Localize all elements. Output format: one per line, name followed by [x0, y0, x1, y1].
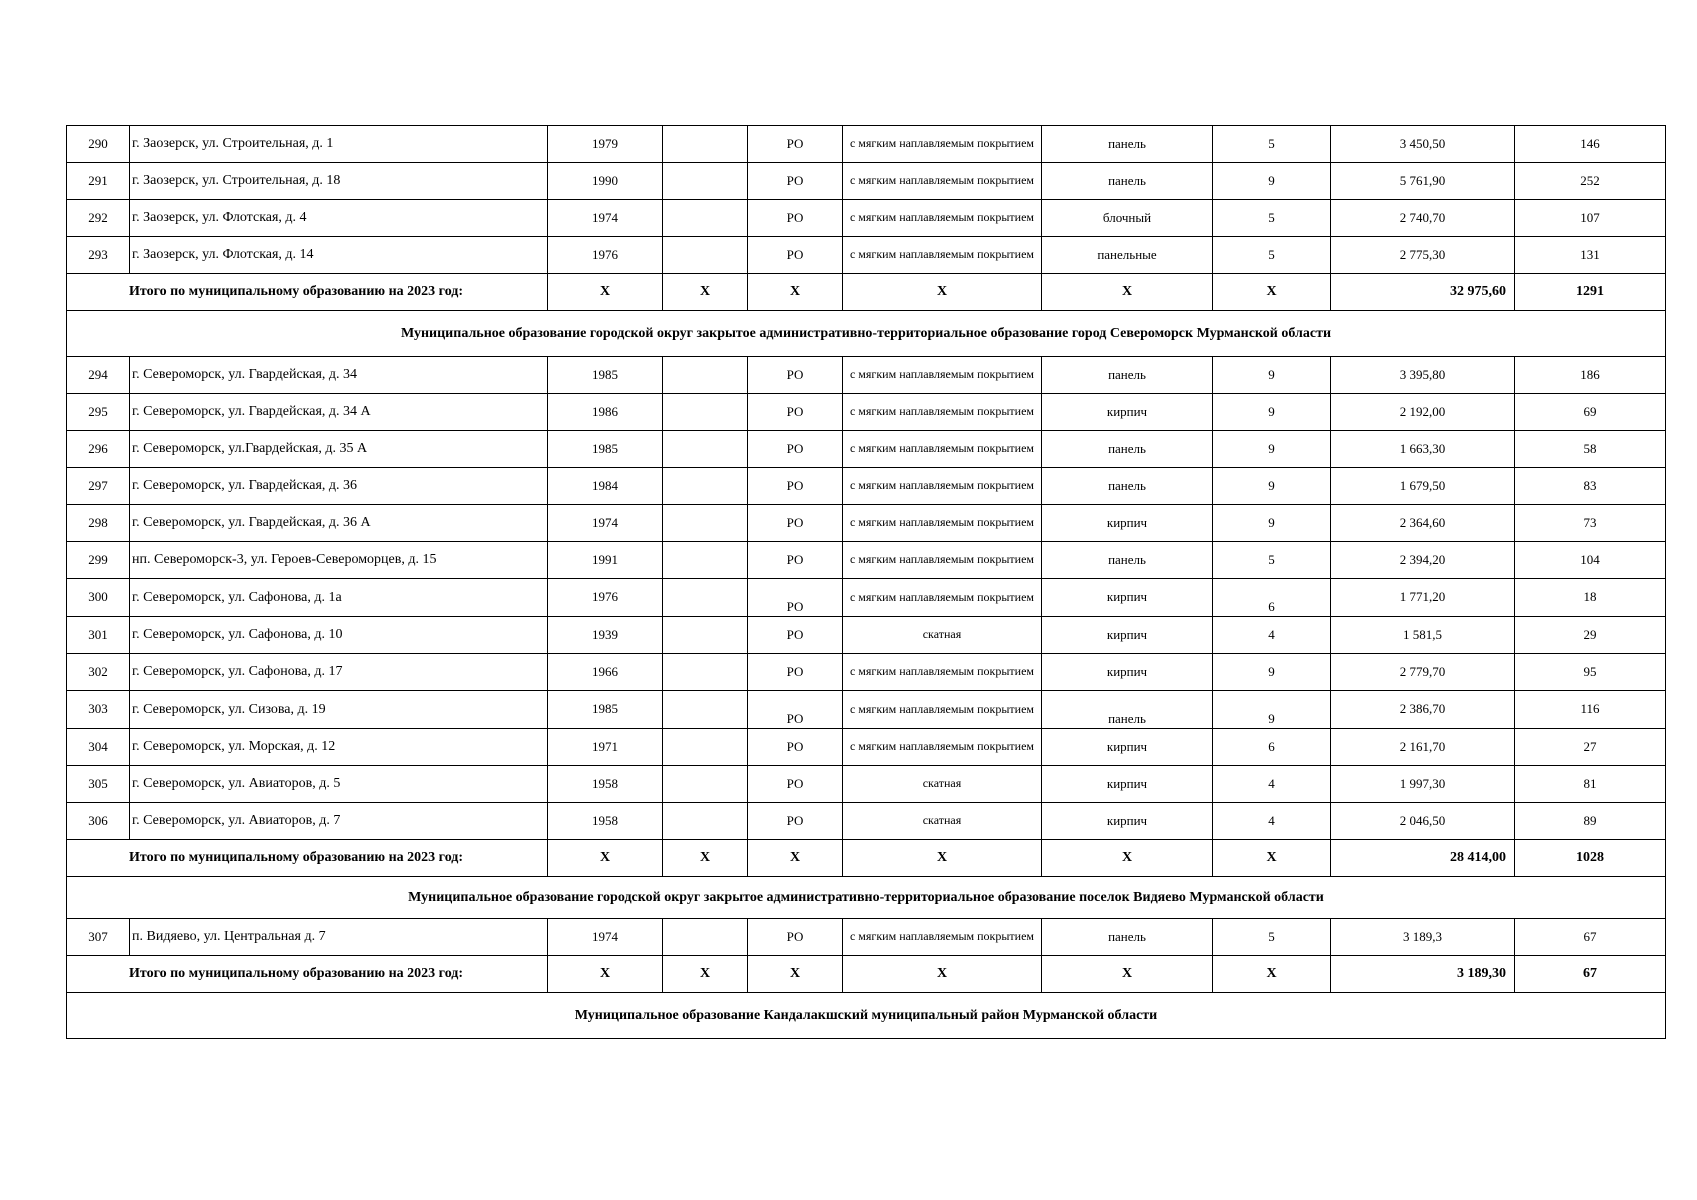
empty-cell: [663, 579, 748, 617]
address-cell: г. Североморск, ул. Гвардейская, д. 36: [130, 468, 548, 505]
residents-cell: 27: [1515, 729, 1666, 766]
total-label: Итого по муниципальному образованию на 2023 год:: [67, 956, 548, 993]
address-cell: г. Заозерск, ул. Строительная, д. 1: [130, 126, 548, 163]
method-cell: РО: [748, 163, 843, 200]
row-number: 296: [67, 431, 130, 468]
table-row: [67, 431, 1666, 468]
residents-cell: 18: [1515, 579, 1666, 617]
floors-cell: 5: [1213, 919, 1331, 956]
floors-cell: 9: [1213, 691, 1331, 729]
table-row: [67, 803, 1666, 840]
wall-material-cell: кирпич: [1042, 505, 1213, 542]
floors-cell: 9: [1213, 357, 1331, 394]
year-cell: 1984: [548, 468, 663, 505]
table-row: [67, 654, 1666, 691]
area-cell: 2 046,50: [1331, 803, 1515, 840]
area-cell: 2 394,20: [1331, 542, 1515, 579]
wall-material-cell: кирпич: [1042, 803, 1213, 840]
area-cell: 5 761,90: [1331, 163, 1515, 200]
roof-type-cell: с мягким наплавляемым покрытием: [843, 431, 1042, 468]
area-cell: 2 192,00: [1331, 394, 1515, 431]
row-number: 294: [67, 357, 130, 394]
year-cell: 1986: [548, 394, 663, 431]
method-cell: РО: [748, 126, 843, 163]
wall-material-cell: панель: [1042, 357, 1213, 394]
total-x-mark: X: [843, 956, 1042, 993]
row-number: 295: [67, 394, 130, 431]
empty-cell: [663, 803, 748, 840]
floors-cell: 6: [1213, 729, 1331, 766]
area-cell: 2 386,70: [1331, 691, 1515, 729]
residents-cell: 58: [1515, 431, 1666, 468]
year-cell: 1985: [548, 357, 663, 394]
row-number: 298: [67, 505, 130, 542]
section-header-row: [67, 993, 1666, 1039]
wall-material-cell: кирпич: [1042, 729, 1213, 766]
table-row: [67, 126, 1666, 163]
empty-cell: [663, 729, 748, 766]
method-cell: РО: [748, 579, 843, 617]
row-number: 304: [67, 729, 130, 766]
method-cell: РО: [748, 237, 843, 274]
residents-cell: 95: [1515, 654, 1666, 691]
residents-cell: 69: [1515, 394, 1666, 431]
floors-cell: 5: [1213, 200, 1331, 237]
empty-cell: [663, 394, 748, 431]
empty-cell: [663, 357, 748, 394]
empty-cell: [663, 617, 748, 654]
roof-type-cell: с мягким наплавляемым покрытием: [843, 468, 1042, 505]
total-residents: 67: [1515, 956, 1666, 993]
total-x-mark: X: [548, 956, 663, 993]
empty-cell: [663, 654, 748, 691]
empty-cell: [663, 237, 748, 274]
residents-cell: 104: [1515, 542, 1666, 579]
floors-cell: 9: [1213, 654, 1331, 691]
address-cell: п. Видяево, ул. Центральная д. 7: [130, 919, 548, 956]
total-x-mark: X: [748, 840, 843, 877]
table-row: [67, 729, 1666, 766]
wall-material-cell: панель: [1042, 919, 1213, 956]
total-x-mark: X: [548, 840, 663, 877]
residents-cell: 67: [1515, 919, 1666, 956]
method-cell: РО: [748, 542, 843, 579]
total-x-mark: X: [1042, 274, 1213, 311]
row-number: 301: [67, 617, 130, 654]
row-number: 305: [67, 766, 130, 803]
roof-type-cell: с мягким наплавляемым покрытием: [843, 729, 1042, 766]
method-cell: РО: [748, 691, 843, 729]
area-cell: 2 775,30: [1331, 237, 1515, 274]
method-cell: РО: [748, 766, 843, 803]
floors-cell: 4: [1213, 766, 1331, 803]
row-number: 299: [67, 542, 130, 579]
year-cell: 1974: [548, 200, 663, 237]
table-row: [67, 394, 1666, 431]
row-number: 297: [67, 468, 130, 505]
table-row: [67, 617, 1666, 654]
area-cell: 1 997,30: [1331, 766, 1515, 803]
wall-material-cell: панель: [1042, 126, 1213, 163]
table-row: [67, 200, 1666, 237]
residents-cell: 252: [1515, 163, 1666, 200]
section-header-row: [67, 877, 1666, 919]
wall-material-cell: панель: [1042, 163, 1213, 200]
row-number: 307: [67, 919, 130, 956]
address-cell: г. Заозерск, ул. Флотская, д. 4: [130, 200, 548, 237]
wall-material-cell: панель: [1042, 468, 1213, 505]
roof-type-cell: с мягким наплавляемым покрытием: [843, 357, 1042, 394]
total-area: 32 975,60: [1331, 274, 1515, 311]
address-cell: нп. Североморск-3, ул. Героев-Североморцев, д. 15: [130, 542, 548, 579]
address-cell: г. Заозерск, ул. Строительная, д. 18: [130, 163, 548, 200]
address-cell: г. Североморск, ул. Сафонова, д. 10: [130, 617, 548, 654]
floors-cell: 9: [1213, 163, 1331, 200]
year-cell: 1966: [548, 654, 663, 691]
wall-material-cell: кирпич: [1042, 654, 1213, 691]
roof-type-cell: с мягким наплавляемым покрытием: [843, 542, 1042, 579]
wall-material-cell: панель: [1042, 691, 1213, 729]
total-x-mark: X: [663, 956, 748, 993]
empty-cell: [663, 431, 748, 468]
table-row: [67, 237, 1666, 274]
roof-type-cell: с мягким наплавляемым покрытием: [843, 237, 1042, 274]
floors-cell: 5: [1213, 542, 1331, 579]
year-cell: 1974: [548, 919, 663, 956]
method-cell: РО: [748, 919, 843, 956]
address-cell: г. Североморск, ул. Авиаторов, д. 5: [130, 766, 548, 803]
roof-type-cell: с мягким наплавляемым покрытием: [843, 200, 1042, 237]
total-x-mark: X: [1213, 956, 1331, 993]
method-cell: РО: [748, 357, 843, 394]
table-row: [67, 919, 1666, 956]
year-cell: 1939: [548, 617, 663, 654]
address-cell: г. Североморск, ул. Гвардейская, д. 36 А: [130, 505, 548, 542]
floors-cell: 6: [1213, 579, 1331, 617]
total-label: Итого по муниципальному образованию на 2023 год:: [67, 274, 548, 311]
address-cell: г. Североморск, ул.Гвардейская, д. 35 А: [130, 431, 548, 468]
wall-material-cell: кирпич: [1042, 617, 1213, 654]
roof-type-cell: скатная: [843, 803, 1042, 840]
wall-material-cell: панель: [1042, 542, 1213, 579]
total-x-mark: X: [663, 274, 748, 311]
year-cell: 1990: [548, 163, 663, 200]
total-x-mark: X: [1213, 274, 1331, 311]
table-row: [67, 468, 1666, 505]
wall-material-cell: кирпич: [1042, 766, 1213, 803]
residents-cell: 73: [1515, 505, 1666, 542]
year-cell: 1958: [548, 766, 663, 803]
address-cell: г. Североморск, ул. Авиаторов, д. 7: [130, 803, 548, 840]
year-cell: 1985: [548, 691, 663, 729]
area-cell: 3 395,80: [1331, 357, 1515, 394]
roof-type-cell: с мягким наплавляемым покрытием: [843, 654, 1042, 691]
total-x-mark: X: [548, 274, 663, 311]
total-x-mark: X: [1042, 840, 1213, 877]
area-cell: 1 771,20: [1331, 579, 1515, 617]
total-x-mark: X: [1213, 840, 1331, 877]
floors-cell: 5: [1213, 237, 1331, 274]
row-number: 300: [67, 579, 130, 617]
table-row: [67, 357, 1666, 394]
row-number: 303: [67, 691, 130, 729]
address-cell: г. Североморск, ул. Гвардейская, д. 34: [130, 357, 548, 394]
empty-cell: [663, 126, 748, 163]
floors-cell: 9: [1213, 431, 1331, 468]
row-number: 290: [67, 126, 130, 163]
total-x-mark: X: [843, 840, 1042, 877]
empty-cell: [663, 200, 748, 237]
residents-cell: 146: [1515, 126, 1666, 163]
year-cell: 1958: [548, 803, 663, 840]
empty-cell: [663, 542, 748, 579]
area-cell: 1 679,50: [1331, 468, 1515, 505]
address-cell: г. Североморск, ул. Гвардейская, д. 34 А: [130, 394, 548, 431]
address-cell: г. Североморск, ул. Морская, д. 12: [130, 729, 548, 766]
section-title: Муниципальное образование городской округ закрытое административно-территориальное образование поселок Видяево Мурманской области: [67, 877, 1666, 919]
wall-material-cell: панельные: [1042, 237, 1213, 274]
total-label: Итого по муниципальному образованию на 2023 год:: [67, 840, 548, 877]
year-cell: 1979: [548, 126, 663, 163]
roof-type-cell: с мягким наплавляемым покрытием: [843, 579, 1042, 617]
row-number: 302: [67, 654, 130, 691]
housing-table: [66, 125, 1666, 1039]
row-number: 293: [67, 237, 130, 274]
method-cell: РО: [748, 394, 843, 431]
empty-cell: [663, 691, 748, 729]
residents-cell: 107: [1515, 200, 1666, 237]
roof-type-cell: с мягким наплавляемым покрытием: [843, 394, 1042, 431]
row-number: 306: [67, 803, 130, 840]
roof-type-cell: скатная: [843, 617, 1042, 654]
floors-cell: 9: [1213, 505, 1331, 542]
area-cell: 3 189,3: [1331, 919, 1515, 956]
floors-cell: 5: [1213, 126, 1331, 163]
section-header-row: [67, 311, 1666, 357]
year-cell: 1991: [548, 542, 663, 579]
roof-type-cell: с мягким наплавляемым покрытием: [843, 163, 1042, 200]
empty-cell: [663, 468, 748, 505]
floors-cell: 9: [1213, 468, 1331, 505]
floors-cell: 4: [1213, 617, 1331, 654]
method-cell: РО: [748, 803, 843, 840]
table-row: [67, 579, 1666, 617]
method-cell: РО: [748, 729, 843, 766]
empty-cell: [663, 505, 748, 542]
total-x-mark: X: [843, 274, 1042, 311]
address-cell: г. Североморск, ул. Сафонова, д. 1а: [130, 579, 548, 617]
method-cell: РО: [748, 468, 843, 505]
wall-material-cell: панель: [1042, 431, 1213, 468]
wall-material-cell: блочный: [1042, 200, 1213, 237]
total-x-mark: X: [663, 840, 748, 877]
roof-type-cell: с мягким наплавляемым покрытием: [843, 691, 1042, 729]
total-row: [67, 956, 1666, 993]
method-cell: РО: [748, 654, 843, 691]
area-cell: 1 581,5: [1331, 617, 1515, 654]
residents-cell: 81: [1515, 766, 1666, 803]
total-residents: 1291: [1515, 274, 1666, 311]
residents-cell: 131: [1515, 237, 1666, 274]
table-row: [67, 163, 1666, 200]
section-title: Муниципальное образование Кандалакшский муниципальный район Мурманской области: [67, 993, 1666, 1039]
empty-cell: [663, 766, 748, 803]
total-residents: 1028: [1515, 840, 1666, 877]
floors-cell: 4: [1213, 803, 1331, 840]
area-cell: 1 663,30: [1331, 431, 1515, 468]
total-x-mark: X: [748, 274, 843, 311]
area-cell: 2 364,60: [1331, 505, 1515, 542]
total-x-mark: X: [1042, 956, 1213, 993]
table-row: [67, 691, 1666, 729]
year-cell: 1971: [548, 729, 663, 766]
residents-cell: 89: [1515, 803, 1666, 840]
empty-cell: [663, 919, 748, 956]
empty-cell: [663, 163, 748, 200]
total-row: [67, 274, 1666, 311]
area-cell: 2 779,70: [1331, 654, 1515, 691]
floors-cell: 9: [1213, 394, 1331, 431]
total-x-mark: X: [748, 956, 843, 993]
year-cell: 1976: [548, 579, 663, 617]
row-number: 292: [67, 200, 130, 237]
total-area: 28 414,00: [1331, 840, 1515, 877]
address-cell: г. Заозерск, ул. Флотская, д. 14: [130, 237, 548, 274]
address-cell: г. Североморск, ул. Сизова, д. 19: [130, 691, 548, 729]
method-cell: РО: [748, 200, 843, 237]
wall-material-cell: кирпич: [1042, 579, 1213, 617]
method-cell: РО: [748, 505, 843, 542]
total-row: [67, 840, 1666, 877]
roof-type-cell: с мягким наплавляемым покрытием: [843, 126, 1042, 163]
area-cell: 2 740,70: [1331, 200, 1515, 237]
method-cell: РО: [748, 617, 843, 654]
table-row: [67, 766, 1666, 803]
section-title: Муниципальное образование городской округ закрытое административно-территориальное образование город Североморск Мурманской области: [67, 311, 1666, 357]
total-area: 3 189,30: [1331, 956, 1515, 993]
residents-cell: 186: [1515, 357, 1666, 394]
year-cell: 1974: [548, 505, 663, 542]
residents-cell: 29: [1515, 617, 1666, 654]
residents-cell: 83: [1515, 468, 1666, 505]
row-number: 291: [67, 163, 130, 200]
area-cell: 3 450,50: [1331, 126, 1515, 163]
roof-type-cell: с мягким наплавляемым покрытием: [843, 919, 1042, 956]
year-cell: 1985: [548, 431, 663, 468]
table-row: [67, 542, 1666, 579]
area-cell: 2 161,70: [1331, 729, 1515, 766]
method-cell: РО: [748, 431, 843, 468]
residents-cell: 116: [1515, 691, 1666, 729]
table-body: [67, 126, 1666, 1039]
roof-type-cell: с мягким наплавляемым покрытием: [843, 505, 1042, 542]
wall-material-cell: кирпич: [1042, 394, 1213, 431]
table-row: [67, 505, 1666, 542]
roof-type-cell: скатная: [843, 766, 1042, 803]
year-cell: 1976: [548, 237, 663, 274]
address-cell: г. Североморск, ул. Сафонова, д. 17: [130, 654, 548, 691]
